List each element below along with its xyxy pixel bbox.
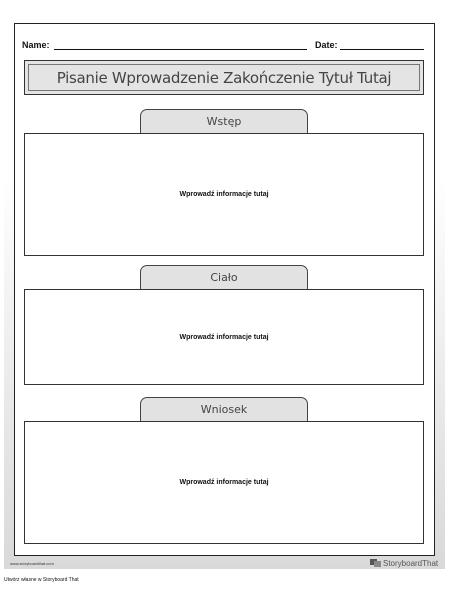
section-box-introduction xyxy=(24,133,424,256)
section-tab-introduction xyxy=(140,109,308,133)
section-placeholder: Wprowadź informacje tutaj xyxy=(179,333,269,341)
name-label: Name: xyxy=(22,40,50,50)
section-tab-conclusion xyxy=(140,397,308,421)
section-tab-body xyxy=(140,265,308,289)
worksheet-title: Pisanie Wprowadzenie Zakończenie Tytuł Tutaj xyxy=(56,68,392,87)
section-label: Ciało xyxy=(210,271,238,284)
section-placeholder: Wprowadź informacje tutaj xyxy=(179,191,269,198)
section-label: Wstęp xyxy=(206,115,242,128)
section-box-body xyxy=(24,289,424,385)
create-your-own-caption[interactable]: Utwórz własne w Storyboard That xyxy=(4,577,79,583)
section-label: Wniosek xyxy=(200,403,248,416)
name-field-line xyxy=(54,49,307,50)
brand-logo[interactable] xyxy=(370,557,438,569)
storyboard-logo-icon xyxy=(370,558,381,568)
date-label: Date: xyxy=(315,40,338,50)
section-box-conclusion xyxy=(24,421,424,544)
title-box xyxy=(24,60,424,95)
date-field-line xyxy=(340,49,424,50)
footer-url: www.storyboardthat.com xyxy=(10,561,54,566)
brand-name: StoryboardThat xyxy=(383,558,439,568)
section-placeholder: Wprowadź informacje tutaj xyxy=(179,479,269,486)
